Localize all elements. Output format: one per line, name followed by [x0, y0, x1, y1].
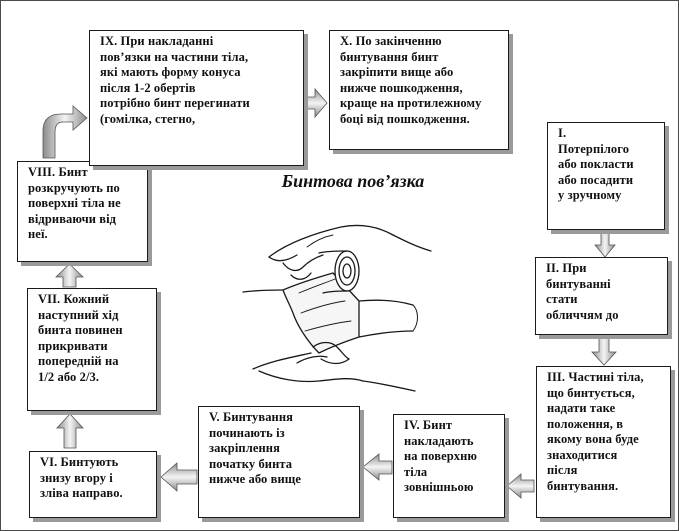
step-text-10: X. По закінченню бинтування бинт закріпити вище або нижче пошкодження, краще на протилежному боці від пошкодження. [340, 34, 482, 126]
arrow-up-7-8 [56, 264, 83, 287]
step-text-1: I. Потерпілого або покласти або посадити у зручному [558, 126, 634, 202]
step-box-4 [393, 414, 505, 518]
step-text-3: III. Частині тіла, що бинтується, надати таке положення, в якому вона буде знаходитися після бинтування. [547, 370, 644, 493]
step-text-8: VIII. Бинт розкручують по поверхні тіла не відриваючи від неї. [28, 165, 121, 241]
arrow-left-4-5 [363, 454, 392, 480]
arrow-right-9-10 [307, 89, 327, 117]
step-box-1 [547, 122, 665, 230]
step-box-2 [535, 257, 668, 335]
step-text-4: IV. Бинт накладають на поверхню тіла зовнішньою [404, 418, 478, 494]
arrow-up-6-7 [57, 414, 83, 448]
step-text-9: IX. При накладанні пов’язки на частини тіла, які мають форму конуса після 1-2 обертів потрібно бинт перегинати (гомілка, стегно, [100, 34, 250, 126]
step-text-6: VI. Бинтують знизу вгору і зліва направо. [40, 455, 123, 500]
step-box-9 [89, 30, 304, 166]
arrow-down-1-2 [595, 233, 615, 257]
step-text-5: V. Бинтування починають із закріплення початку бинта нижче або вище [209, 410, 302, 486]
arrow-left-5-6 [161, 463, 197, 491]
step-box-6 [29, 451, 157, 518]
diagram-title: Бинтова пов’язка [281, 171, 425, 191]
arrow-left-3-4 [507, 474, 534, 498]
step-box-7 [27, 288, 157, 411]
arrow-down-2-3 [592, 338, 616, 365]
step-box-3 [536, 366, 671, 518]
step-box-5 [198, 406, 360, 518]
step-text-7: VII. Кожний наступний хід бинта повинен прикривати попередній на 1/2 або 2/3. [38, 292, 123, 384]
bandage-illustration [243, 225, 431, 391]
arrow-curve-8-9 [43, 106, 87, 158]
step-box-8 [17, 161, 148, 262]
step-box-10 [329, 30, 509, 150]
step-text-2: II. При бинтуванні стати обличчям до [546, 261, 619, 322]
